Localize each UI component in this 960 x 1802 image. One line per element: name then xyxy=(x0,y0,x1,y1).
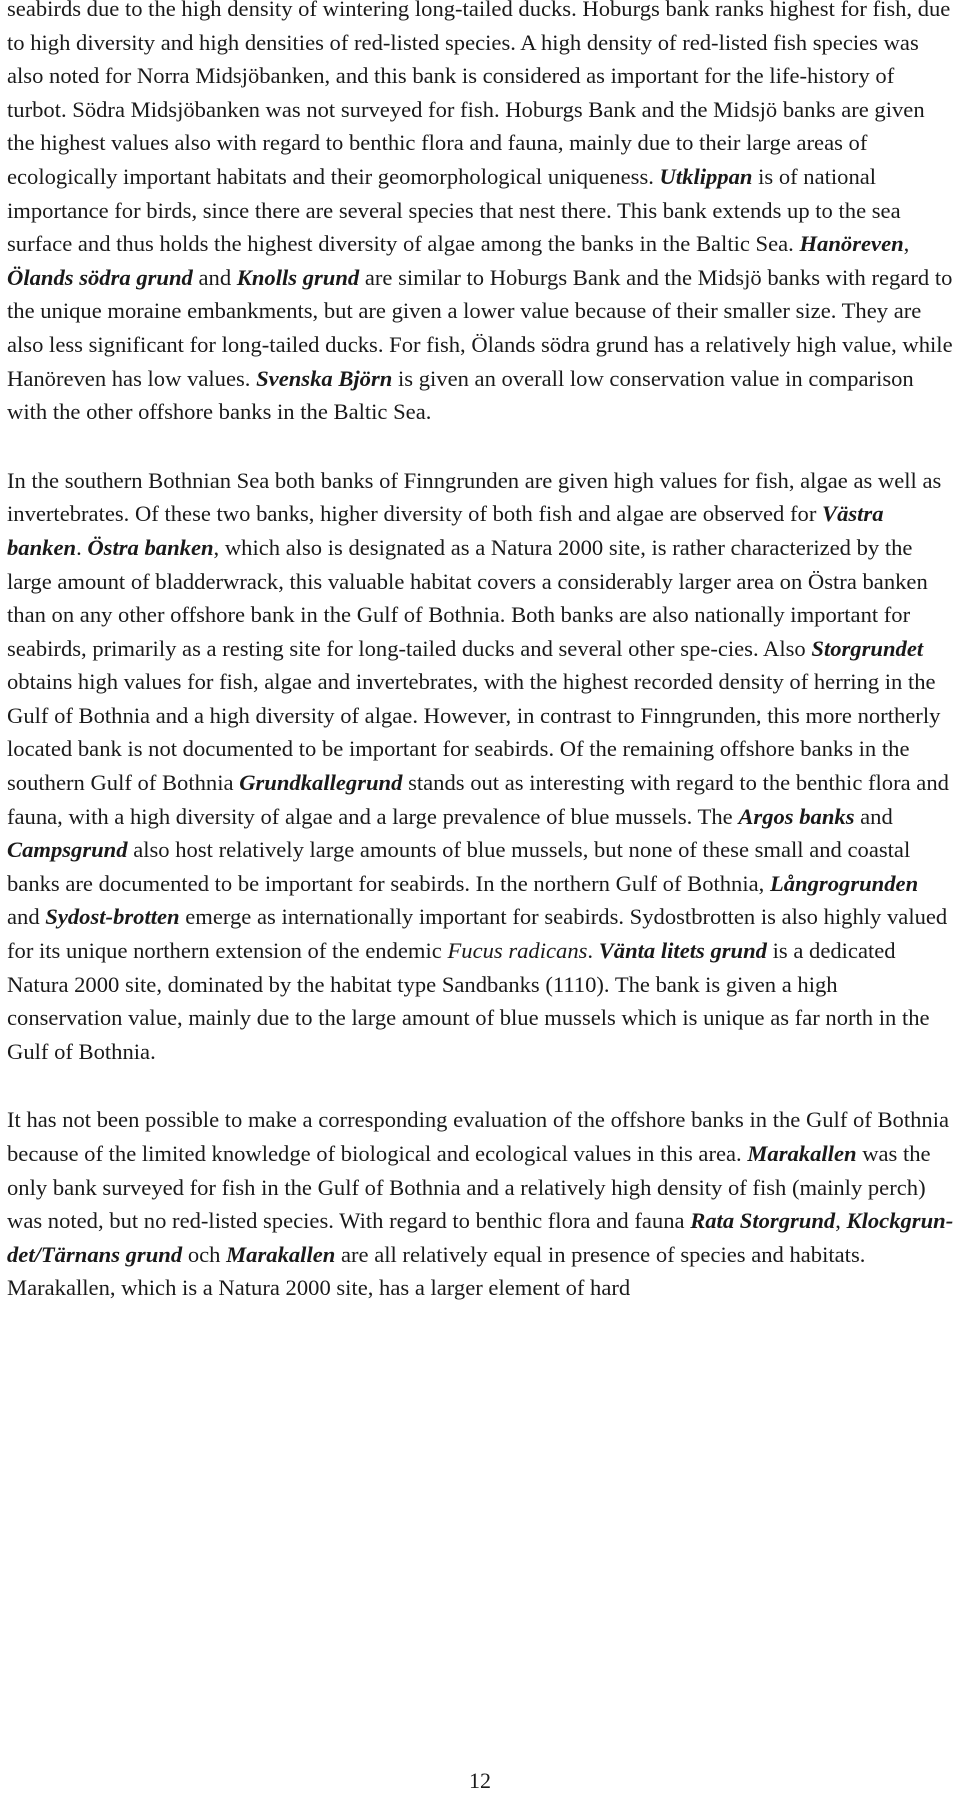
text-run: is of national importance for birds, since there are several species that nest there. This bank extends up to the sea surface and thus holds the highest diversity of algae among the banks in the Baltic Sea. xyxy=(7,163,901,257)
text-run: , which also is designated as a Natura 2000 site, is rather characterized by the large amount of bladderwrack, this valuable habitat covers a considerably larger area on Östra banken than on any other offshore bank in the Gulf of Bothnia. Both banks are also nationally important for seabirds, primarily as a resting site for long-tailed ducks and several other spe-cies. Also xyxy=(7,534,928,661)
text-run: are similar to Hoburgs Bank and the Midsjö banks with regard to the unique moraine embankments, but are given a lower value because of their smaller size. They are also less significant for long-tailed ducks. For fish, Ölands södra grund has a relatively high value, while Hanöreven has low values. xyxy=(7,264,953,391)
bank-name: Utklippan xyxy=(659,163,753,189)
bank-name: Knolls grund xyxy=(236,264,360,290)
bank-name: Storgrundet xyxy=(811,635,924,661)
text-run: , xyxy=(835,1208,847,1234)
bank-name: Campsgrund xyxy=(7,837,128,863)
bank-name: Grundkallegrund xyxy=(239,770,403,796)
text-run: and xyxy=(192,264,237,290)
text-run: is a dedicated Natura 2000 site, dominated by the habitat type Sandbanks (1110). The bank is given a high conservation value, mainly due to the large amount of blue mussels which is unique as far north in the Gulf of Bothnia. xyxy=(7,938,930,1064)
bank-name: Marakallen xyxy=(226,1241,336,1267)
paragraph-offshore-banks-baltic xyxy=(7,0,954,429)
bank-name: Långrogrunden xyxy=(769,870,919,896)
bank-name: Klockgrun-det/Tärnans grund xyxy=(7,1208,954,1267)
text-run: is given an overall low conservation value in comparison with the other offshore banks in the Baltic Sea. xyxy=(7,365,914,425)
bank-name: Svenska Björn xyxy=(256,365,393,391)
text-run: och xyxy=(182,1241,227,1267)
bank-name: Östra banken xyxy=(87,534,214,560)
bank-name: Ölands södra grund xyxy=(7,264,193,290)
paragraph-bothnian-sea xyxy=(7,464,954,1069)
text-run: emerge as internationally important for seabirds. Sydostbrotten is also highly valued for its unique northern extension of the endemic xyxy=(7,904,948,964)
page-number: 12 xyxy=(469,1768,491,1793)
text-run: It has not been possible to make a corresponding evaluation of the offshore banks in the Gulf of Bothnia because of the limited knowledge of biological and ecological values in this area. xyxy=(7,1107,950,1166)
text-run: are all relatively equal in presence of species and habitats. Marakallen, which is a Natura 2000 site, has a larger element of hard xyxy=(7,1241,866,1301)
text-run: was the only bank surveyed for fish in the Gulf of Bothnia and a relatively high density of fish (mainly perch) was noted, but no red-listed species. With regard to benthic flora and fauna xyxy=(7,1141,931,1234)
text-run: obtains high values for fish, algae and invertebrates, with the highest recorded density of herring in the Gulf of Bothnia and a high diversity of algae. However, in contrast to Finngrunden, this more northerly located bank is not documented to be important for seabirds. Of the remaining offshore banks in the southern Gulf of Bothnia xyxy=(7,669,941,796)
bank-name: Vänta litets grund xyxy=(598,938,767,964)
text-run: seabirds due to the high density of wintering long-tailed ducks. Hoburgs bank ranks highest for fish, due to high diversity and high densities of red-listed species. A high density of red-listed fish species was also noted for Norra Midsjöbanken, and this bank is considered as important for the life-history of turbot. Södra Midsjöbanken was not surveyed for fish. Hoburgs Bank and the Midsjö banks are given the highest values also with regard to benthic flora and fauna, mainly due to their large areas of ecologically important habitats and their geomorphological uniqueness. xyxy=(7,0,951,189)
species-name: Fucus radicans xyxy=(447,938,588,964)
text-run: . xyxy=(587,938,599,964)
paragraph-gulf-of-bothnia xyxy=(7,1103,954,1305)
text-run: and xyxy=(7,904,46,930)
text-run: . xyxy=(76,534,88,560)
text-run: and xyxy=(854,803,893,829)
bank-name: Västra banken xyxy=(7,501,884,560)
text-run: , xyxy=(903,231,910,257)
bank-name: Marakallen xyxy=(747,1141,857,1166)
bank-name: Rata Storgrund xyxy=(690,1208,836,1234)
bank-name: Sydost-brotten xyxy=(45,904,180,930)
text-run: In the southern Bothnian Sea both banks of Finngrunden are given high values for fish, algae as well as invertebrates. Of these two banks, higher diversity of both fish and algae are observed for xyxy=(7,467,942,527)
text-run: also host relatively large amounts of blue mussels, but none of these small and coastal banks are documented to be important for seabirds. In the northern Gulf of Bothnia, xyxy=(7,837,911,896)
bank-name: Argos banks xyxy=(738,803,855,829)
text-run: stands out as interesting with regard to the benthic flora and fauna, with a high diversity of algae and a large prevalence of blue mussels. The xyxy=(7,770,949,829)
bank-name: Hanöreven xyxy=(799,231,904,257)
